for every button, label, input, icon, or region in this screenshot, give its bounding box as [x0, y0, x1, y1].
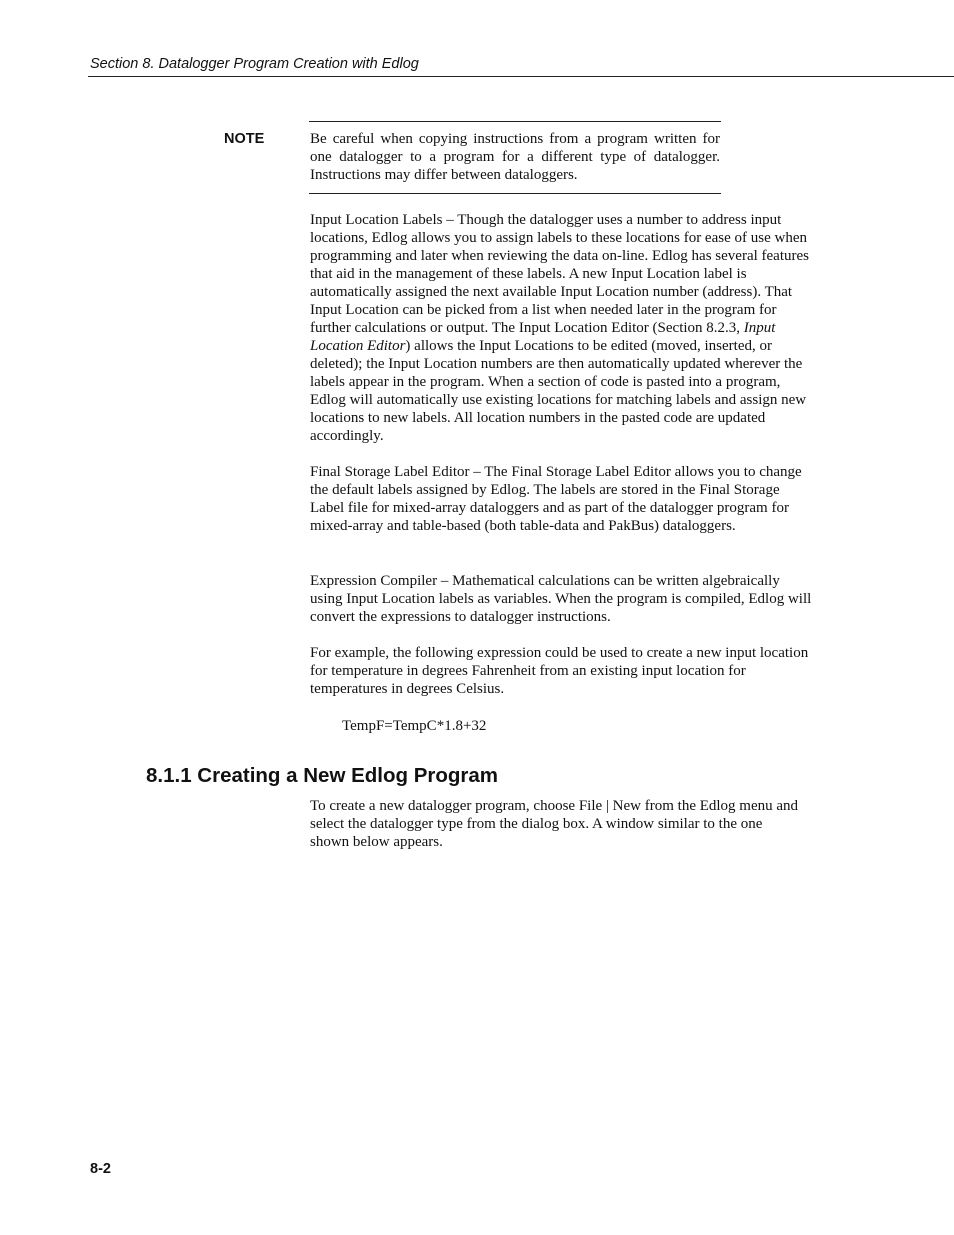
input-location-editor-reference: Input Location Editor — [310, 320, 776, 354]
input-location-text-start: Input Location Labels – Though the datalogger uses a number to address input locations, Edlog allows you to assign labels to these locations for ease of use when programming and later when reviewing the data on-line. Edlog has several features that aid in the management of these labels. A new Input Location label is automatically assigned the next available Input Location number (address). That Input Location can be picked from a list when needed later in the program for further calculations or output. The Input Location Editor (Section 8.2.3, — [310, 212, 809, 336]
section-heading: 8.1.1 Creating a New Edlog Program — [146, 764, 499, 787]
running-header: Section 8. Datalogger Program Creation with Edlog — [90, 56, 419, 72]
note-text: Be careful when copying instructions from a program written for one datalogger to a program for a different type of datalogger. Instructions may differ between dataloggers. — [310, 131, 720, 183]
example-expression: TempF=TempC*1.8+32 — [342, 718, 487, 734]
note-box — [309, 121, 721, 194]
paragraph-creating-new-program: To create a new datalogger program, choose File | New from the Edlog menu and select the datalogger type from the dialog box. A window similar to the one shown below appears. — [310, 798, 799, 850]
paragraph-final-storage-label-editor: Final Storage Label Editor – The Final Storage Label Editor allows you to change the default labels assigned by Edlog. The labels are stored in the Final Storage Label file for mixed-array dataloggers and as part of the datalogger program for mixed-array and table-based (both table-data and PakBus) dataloggers. — [310, 464, 802, 534]
note-label: NOTE — [224, 131, 265, 147]
paragraph-expression-compiler: Expression Compiler – Mathematical calculations can be written algebraically using Input Location labels as variables. When the program is compiled, Edlog will convert the expressions to datalogger instructions. — [310, 573, 812, 625]
page-number: 8-2 — [90, 1161, 111, 1177]
paragraph-input-location-labels — [310, 211, 810, 445]
paragraph-example-intro: For example, the following expression could be used to create a new input location for temperature in degrees Fahrenheit from an existing input location for temperatures in degrees Celsius. — [310, 645, 809, 697]
input-location-text-end: ) allows the Input Locations to be edited (moved, inserted, or deleted); the Input Location numbers are then automatically updated wherever the labels appear in the program. When a section of code is pasted into a program, Edlog will automatically use existing locations for matching labels and assign new locations to new labels. All location numbers in the pasted code are updated accordingly. — [310, 338, 807, 444]
header-rule — [88, 76, 954, 77]
